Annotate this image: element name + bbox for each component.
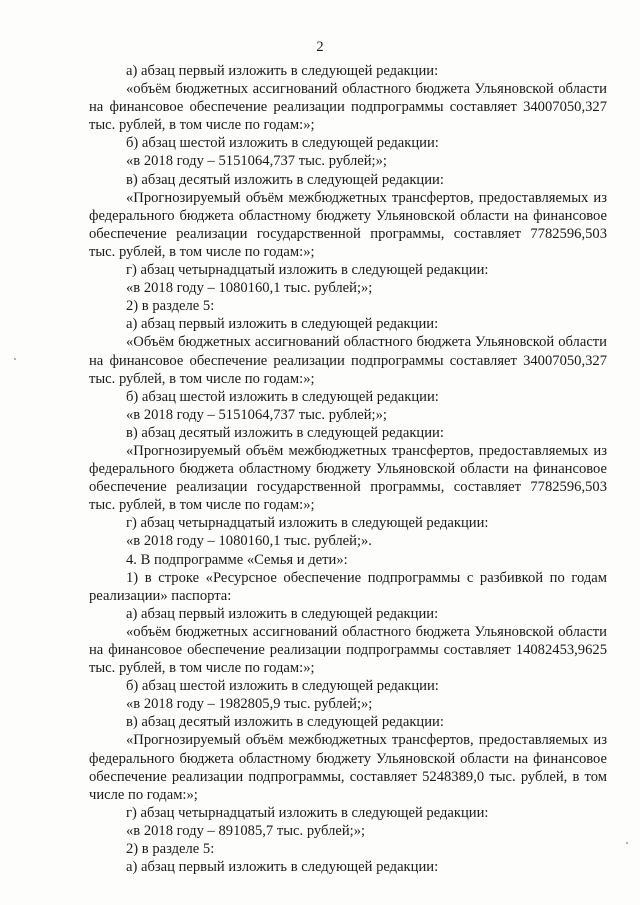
- paragraph: б) абзац шестой изложить в следующей редакции:: [126, 678, 439, 695]
- paragraph: «в 2018 году – 891085,7 тыс. рублей;»;: [126, 822, 366, 839]
- paragraph: а) абзац первый изложить в следующей редакции:: [126, 605, 439, 622]
- paragraph: «объём бюджетных ассигнований областного бюджета Ульяновской области на финансовое обеспечение реализации подпрограммы составляет 34007050,327 тыс. рублей, в том числе по годам:»;: [89, 81, 607, 134]
- paragraph: «в 2018 году – 1080160,1 тыс. рублей;».: [126, 533, 372, 550]
- paragraph: г) абзац четырнадцатый изложить в следующей редакции:: [126, 515, 489, 532]
- paragraph: г) абзац четырнадцатый изложить в следующей редакции:: [126, 804, 489, 821]
- paragraph: «в 2018 году – 5151064,737 тыс. рублей;»;: [126, 153, 387, 170]
- paragraph: «Прогнозируемый объём межбюджетных трансфертов, предоставляемых из федерального бюджета областному бюджету Ульяновской области на финансовое обеспечение реализации государственной программы, составляет 7782596,503 тыс. рублей, в том числе по годам:»;: [89, 189, 607, 260]
- scan-speck: [14, 358, 16, 360]
- page-number: 2: [316, 39, 324, 55]
- paragraph: 4. В подпрограмме «Семья и дети»:: [126, 551, 348, 568]
- paragraph: а) абзац первый изложить в следующей редакции:: [126, 859, 439, 876]
- paragraph: 1) в строке «Ресурсное обеспечение подпрограммы с разбивкой по годам реализации» паспорта:: [89, 569, 607, 604]
- paragraph: в) абзац десятый изложить в следующей редакции:: [126, 714, 444, 731]
- scan-speck: [626, 842, 628, 844]
- document-body: [89, 62, 607, 876]
- paragraph: в) абзац десятый изложить в следующей редакции:: [126, 424, 444, 441]
- paragraph: «Прогнозируемый объём межбюджетных трансфертов, предоставляемых из федерального бюджета областному бюджету Ульяновской области на финансовое обеспечение реализации государственной программы, составляет 7782596,503 тыс. рублей, в том числе по годам:»;: [89, 442, 607, 514]
- paragraph: «в 2018 году – 1080160,1 тыс. рублей;»;: [126, 280, 373, 297]
- paragraph: в) абзац десятый изложить в следующей редакции:: [126, 171, 444, 188]
- paragraph: «в 2018 году – 1982805,9 тыс. рублей;»;: [126, 696, 373, 713]
- paragraph: 2) в разделе 5:: [126, 298, 215, 315]
- paragraph: а) абзац первый изложить в следующей редакции:: [126, 63, 439, 79]
- paragraph: «Объём бюджетных ассигнований областного бюджета Ульяновской области на финансовое обеспечение реализации подпрограммы составляет 34007050,327 тыс. рублей, в том числе по годам:»;: [89, 334, 607, 387]
- paragraph: «объём бюджетных ассигнований областного бюджета Ульяновской области на финансовое обеспечение реализации подпрограммы составляет 14082453,9625 тыс. рублей, в том числе по годам:»;: [89, 623, 607, 677]
- paragraph: б) абзац шестой изложить в следующей редакции:: [126, 135, 439, 152]
- paragraph: «Прогнозируемый объём межбюджетных трансфертов, предоставляемых из федерального бюджета областному бюджету Ульяновской области на финансовое обеспечение реализации подпрограммы, составляет 5248389,0 тыс. рублей, в том числе по годам:»;: [89, 732, 607, 803]
- paragraph: 2) в разделе 5:: [126, 841, 215, 858]
- paragraph: г) абзац четырнадцатый изложить в следующей редакции:: [126, 262, 489, 279]
- paragraph: а) абзац первый изложить в следующей редакции:: [126, 316, 439, 333]
- paragraph: б) абзац шестой изложить в следующей редакции:: [126, 388, 439, 405]
- paragraph: «в 2018 году – 5151064,737 тыс. рублей;»;: [126, 406, 387, 423]
